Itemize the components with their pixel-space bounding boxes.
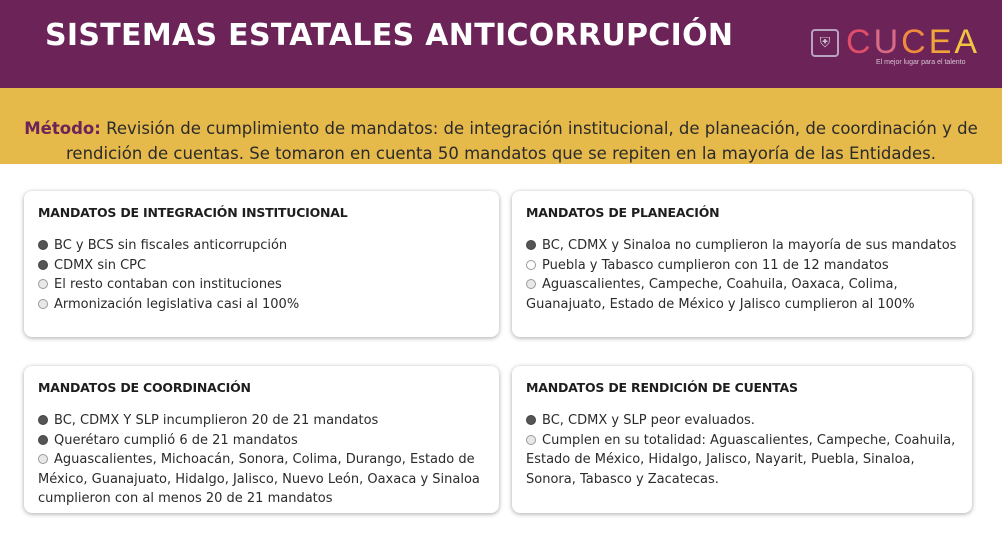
list-item: [38, 431, 485, 451]
method-label: Método:: [24, 119, 101, 138]
list-item-text: BC, CDMX y SLP peor evaluados.: [542, 413, 755, 428]
header-banner: [0, 0, 1002, 88]
university-crest-icon: ⛨: [811, 29, 839, 57]
light-bullet-icon: [526, 279, 536, 289]
logo-wordmark: [846, 23, 980, 62]
list-item-text: BC, CDMX y Sinaloa no cumplieron la mayoría de sus mandatos: [542, 238, 957, 253]
white-bullet-icon: [526, 260, 536, 270]
logo-letter: U: [873, 23, 902, 61]
card-title: MANDATOS DE COORDINACIÓN: [38, 380, 251, 395]
dark-bullet-icon: [38, 435, 48, 445]
list-item-text: Querétaro cumplió 6 de 21 mandatos: [54, 432, 298, 448]
list-item: [526, 431, 958, 490]
list-item: [526, 275, 958, 314]
list-item-text: Aguascalientes, Campeche, Coahuila, Oaxaca, Colima, Guanajuato, Estado de México y Jalisco cumplieron al 100%: [526, 277, 915, 312]
list-item-text: Cumplen en su totalidad: Aguascalientes, Campeche, Coahuila, Estado de México, Hidalgo, Jalisco, Nayarit, Puebla, Sinaloa, Sonora, Tabasco y Zacatecas.: [526, 432, 956, 487]
light-bullet-icon: [38, 279, 48, 289]
dark-bullet-icon: [38, 240, 48, 250]
light-bullet-icon: [526, 435, 536, 445]
card-coordinacion: [24, 366, 499, 513]
logo-letter: C: [846, 23, 874, 61]
bullet-list: [38, 411, 485, 509]
list-item-text: El resto contaban con instituciones: [54, 277, 282, 292]
method-banner: [0, 88, 1002, 164]
method-text: Revisión de cumplimiento de mandatos: de integración institucional, de planeación, de coordinación y de rendición de cuentas. Se tomaron en cuenta 50 mandatos que se repiten en la mayoría de las Entidades.: [66, 119, 978, 163]
bullet-list: [38, 236, 485, 314]
list-item-text: Armonización legislativa casi al 100%: [54, 296, 300, 312]
logo-tagline: El mejor lugar para el talento: [876, 59, 966, 66]
list-item: [526, 411, 958, 431]
method-description: [22, 116, 980, 166]
page-title: SISTEMAS ESTATALES ANTICORRUPCIÓN: [45, 18, 734, 53]
dark-bullet-icon: [526, 240, 536, 250]
cucea-logo: [808, 23, 981, 67]
bullet-list: [526, 411, 958, 489]
dark-bullet-icon: [38, 415, 48, 425]
card-title: MANDATOS DE PLANEACIÓN: [526, 205, 720, 220]
light-bullet-icon: [38, 454, 48, 464]
list-item-text: Puebla y Tabasco cumplieron con 11 de 12 mandatos: [542, 257, 889, 273]
card-integracion: [24, 191, 499, 337]
list-item-text: CDMX sin CPC: [54, 257, 147, 273]
light-bullet-icon: [38, 299, 48, 309]
list-item-text: Aguascalientes, Michoacán, Sonora, Colima, Durango, Estado de México, Guanajuato, Hidalgo, Jalisco, Nuevo León, Oaxaca y Sinaloa cumplieron con al menos 20 de 21 mandatos: [38, 452, 480, 506]
list-item: [526, 256, 958, 276]
list-item: [38, 411, 485, 431]
bullet-list: [526, 236, 958, 314]
list-item: [38, 295, 485, 315]
list-item: [38, 275, 485, 295]
card-planeacion: [512, 191, 972, 337]
logo-letter: A: [954, 23, 981, 61]
list-item: [38, 450, 485, 509]
dark-bullet-icon: [38, 260, 48, 270]
list-item: [526, 236, 958, 256]
logo-letter: E: [928, 23, 955, 61]
list-item-text: BC, CDMX Y SLP incumplieron 20 de 21 mandatos: [54, 413, 379, 428]
card-rendicion: [512, 366, 972, 513]
dark-bullet-icon: [526, 415, 536, 425]
card-title: MANDATOS DE RENDICIÓN DE CUENTAS: [526, 380, 798, 395]
list-item: [38, 236, 485, 256]
logo-letter: C: [901, 23, 929, 61]
list-item-text: BC y BCS sin fiscales anticorrupción: [54, 238, 288, 253]
list-item: [38, 256, 485, 276]
card-title: MANDATOS DE INTEGRACIÓN INSTITUCIONAL: [38, 205, 348, 220]
